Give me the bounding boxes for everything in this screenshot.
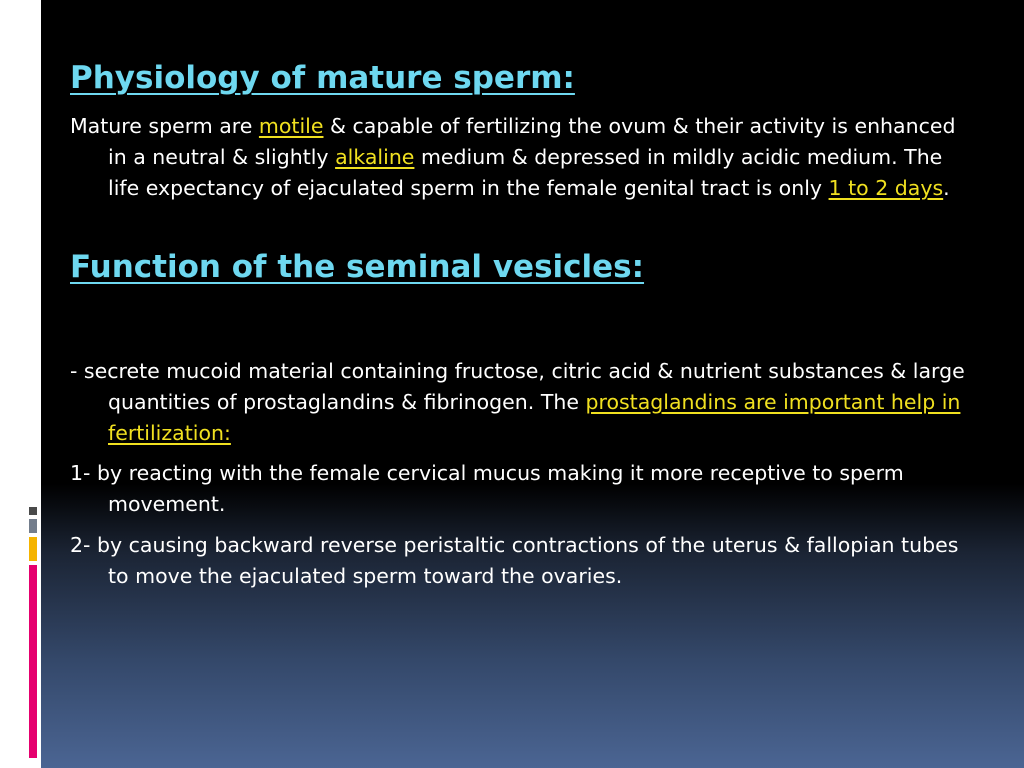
highlight-prostaglandins: prostaglandins are important help in fertilization: [108, 390, 961, 445]
text-run: Mature sperm are [70, 114, 259, 138]
accent-bar-gold [29, 537, 37, 561]
paragraph-point-2: 2- by causing backward reverse peristaltic contractions of the uterus & fallopian tubes to move the ejaculated sperm toward the ovaries. [70, 533, 959, 588]
highlight-motile: motile [258, 114, 324, 138]
text-run: & capable of fertilizing the ovum & their activity is enhanced in a neutral & slightly [108, 114, 956, 169]
accent-bar-gray [29, 519, 37, 533]
text-run: medium & depressed in mildly acidic medium. The life expectancy of ejaculated sperm in the female genital tract is only [108, 145, 943, 200]
paragraph-sperm-physiology [70, 111, 970, 204]
highlight-life-expectancy: 1 to 2 days [828, 176, 944, 200]
heading-physiology: Physiology of mature sperm: [70, 60, 575, 96]
paragraph-secretion [70, 356, 970, 449]
text-run: - secrete mucoid material containing fructose, citric acid & nutrient substances & large quantities of prostaglandins & fibrinogen. The [70, 359, 965, 414]
accent-bar-pink [29, 565, 37, 758]
heading-seminal-vesicles: Function of the seminal vesicles: [70, 249, 645, 285]
text-run: . [943, 176, 950, 200]
accent-bar-dark-gray [29, 507, 37, 515]
highlight-alkaline: alkaline [335, 145, 415, 169]
paragraph-point-1: 1- by reacting with the female cervical mucus making it more receptive to sperm movement. [70, 461, 904, 516]
